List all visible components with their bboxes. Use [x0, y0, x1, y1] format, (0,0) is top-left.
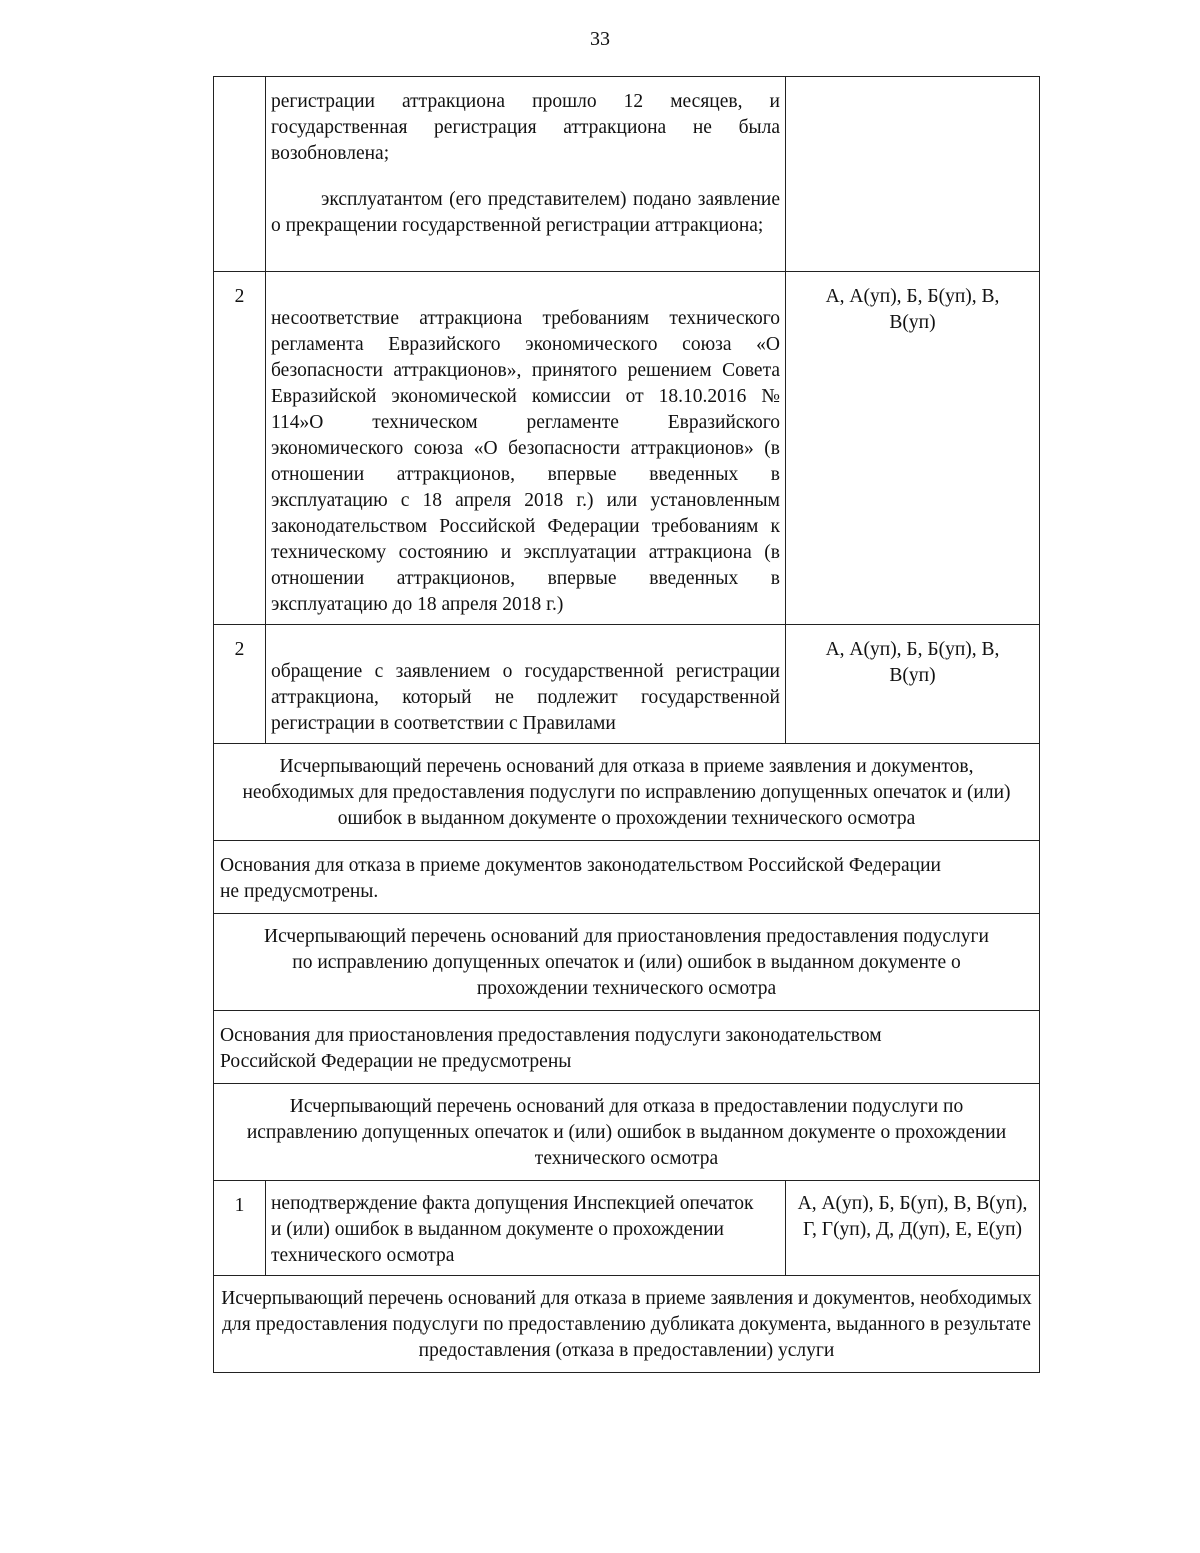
row-paragraph: эксплуатантом (его представителем) подано заявление о прекращении государственной регистрации аттракциона; [271, 189, 780, 236]
section-heading-row [214, 744, 1040, 841]
row-text [266, 77, 786, 272]
row-text: несоответствие аттракциона требованиям технического регламента Евразийского экономического союза «О безопасности аттракционов», принятого решением Совета Евразийской экономической комиссии от 18.10.2016 № 114»О техническом регламенте Евразийского экономического союза «О безопасности аттракционов» (в отношении аттракционов, впервые введенных в эксплуатацию с 18 апреля 2018 г.) или установленным законодательством Российской Федерации требованиям к техническому состоянию и эксплуатации аттракциона (в отношении аттракционов, впервые введенных в эксплуатацию до 18 апреля 2018 г.) [266, 272, 786, 625]
table-row [214, 1181, 1040, 1276]
section-heading-row [214, 1276, 1040, 1373]
table-row [214, 77, 1040, 272]
row-categories: А, А(уп), Б, Б(уп), В, В(уп), Г, Г(уп), Д, Д(уп), Е, Е(уп) [786, 1181, 1040, 1276]
grounds-table [213, 76, 1040, 1373]
section-note: Основания для отказа в приеме документов законодательством Российской Федерации не предусмотрены. [214, 841, 1040, 914]
section-heading-row [214, 1084, 1040, 1181]
row-categories: А, А(уп), Б, Б(уп), В, В(уп) [786, 625, 1040, 744]
table-row [214, 625, 1040, 744]
row-paragraph: регистрации аттракциона прошло 12 месяцев, и государственная регистрация аттракциона не была возобновлена; [271, 91, 780, 164]
row-text: обращение с заявлением о государственной регистрации аттракциона, который не подлежит государственной регистрации в соответствии с Правилами [266, 625, 786, 744]
row-number: 2 [214, 272, 266, 625]
section-heading: Исчерпывающий перечень оснований для приостановления предоставления подуслуги по исправлению допущенных опечаток и (или) ошибок в выданном документе о прохождении технического осмотра [214, 914, 1040, 1011]
section-heading: Исчерпывающий перечень оснований для отказа в приеме заявления и документов, необходимых для предоставления подуслуги по исправлению допущенных опечаток и (или) ошибок в выданном документе о прохождении технического осмотра [214, 744, 1040, 841]
row-text: неподтверждение факта допущения Инспекцией опечаток и (или) ошибок в выданном документе о прохождении технического осмотра [266, 1181, 786, 1276]
section-note-row [214, 1011, 1040, 1084]
row-number: 2 [214, 625, 266, 744]
page-number: 33 [590, 28, 610, 50]
section-note-row [214, 841, 1040, 914]
section-heading-row [214, 914, 1040, 1011]
section-heading: Исчерпывающий перечень оснований для отказа в предоставлении подуслуги по исправлению допущенных опечаток и (или) ошибок в выданном документе о прохождении технического осмотра [214, 1084, 1040, 1181]
section-note: Основания для приостановления предоставления подуслуги законодательством Российской Федерации не предусмотрены [214, 1011, 1040, 1084]
row-number: 1 [214, 1181, 266, 1276]
row-categories [786, 77, 1040, 272]
row-categories: А, А(уп), Б, Б(уп), В, В(уп) [786, 272, 1040, 625]
section-heading: Исчерпывающий перечень оснований для отказа в приеме заявления и документов, необходимых для предоставления подуслуги по предоставлению дубликата документа, выданного в результате предоставления (отказа в предоставлении) услуги [214, 1276, 1040, 1373]
row-number [214, 77, 266, 272]
table-row [214, 272, 1040, 625]
